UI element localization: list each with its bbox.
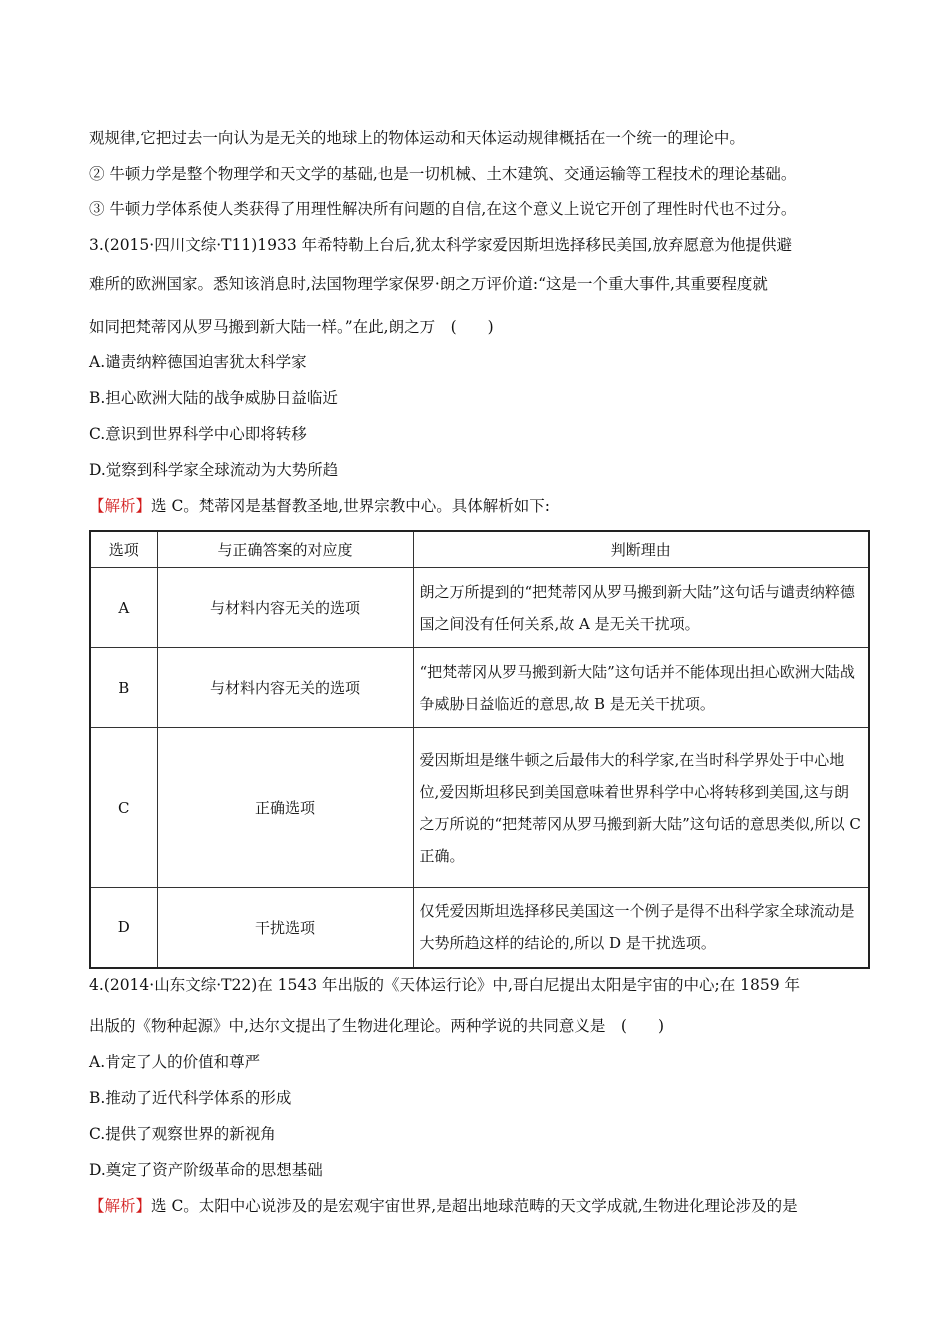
q4-analysis — [89, 1196, 879, 1216]
row-reason: 爱因斯坦是继牛顿之后最伟大的科学家,在当时科学界处于中心地位,爱因斯坦移民到美国意味着世界科学中心将转移到美国,这与朗之万所说的“把梵蒂冈从罗马搬到新大陆”这句话的意思类似,所以 C 正确。 — [413, 728, 869, 888]
row-correspondence: 正确选项 — [157, 728, 413, 888]
q4-option-d: D.奠定了资产阶级革命的思想基础 — [89, 1161, 323, 1179]
row-reason: 仅凭爱因斯坦选择移民美国这一个例子是得不出科学家全球流动是大势所趋这样的结论的,所以 D 是干扰选项。 — [413, 888, 869, 968]
intro-line-3: ③ 牛顿力学体系使人类获得了用理性解决所有问题的自信,在这个意义上说它开创了理性时代也不过分。 — [89, 200, 797, 218]
q3-stem-line-2: 难所的欧洲国家。悉知该消息时,法国物理学家保罗·朗之万评价道:“这是一个重大事件,其重要程度就 — [89, 275, 768, 293]
header-correspondence: 与正确答案的对应度 — [157, 531, 413, 568]
table-row — [90, 728, 869, 888]
q3-stem-line-1: 3.(2015·四川文综·T11)1933 年希特勒上台后,犹太科学家爱因斯坦选择移民美国,放弃愿意为他提供避 — [89, 236, 792, 254]
row-option: D — [90, 888, 157, 968]
q4-option-a: A.肯定了人的价值和尊严 — [89, 1053, 261, 1071]
q3-stem-line-3: 如同把梵蒂冈从罗马搬到新大陆一样。”在此,朗之万 ( ) — [89, 318, 494, 336]
q3-analysis — [89, 496, 879, 516]
q4-option-b: B.推动了近代科学体系的形成 — [89, 1089, 292, 1107]
analysis-tag: 【解析】 — [89, 497, 152, 515]
table-header-row — [90, 531, 869, 568]
row-option: C — [90, 728, 157, 888]
header-reason: 判断理由 — [413, 531, 869, 568]
row-correspondence: 干扰选项 — [157, 888, 413, 968]
analysis-text: 选 C。梵蒂冈是基督教圣地,世界宗教中心。具体解析如下: — [151, 497, 550, 515]
row-reason: “把梵蒂冈从罗马搬到新大陆”这句话并不能体现出担心欧洲大陆战争威胁日益临近的意思,故 B 是无关干扰项。 — [413, 648, 869, 728]
q3-option-d: D.觉察到科学家全球流动为大势所趋 — [89, 461, 339, 479]
q3-option-c: C.意识到世界科学中心即将转移 — [89, 425, 307, 443]
table-row — [90, 568, 869, 648]
table-row — [90, 648, 869, 728]
intro-line-1: 观规律,它把过去一向认为是无关的地球上的物体运动和天体运动规律概括在一个统一的理论中。 — [89, 129, 745, 147]
q4-option-c: C.提供了观察世界的新视角 — [89, 1125, 276, 1143]
row-correspondence: 与材料内容无关的选项 — [157, 648, 413, 728]
row-reason: 朗之万所提到的“把梵蒂冈从罗马搬到新大陆”这句话与谴责纳粹德国之间没有任何关系,故 A 是无关干扰项。 — [413, 568, 869, 648]
row-option: B — [90, 648, 157, 728]
q4-stem-line-1: 4.(2014·山东文综·T22)在 1543 年出版的《天体运行论》中,哥白尼提出太阳是宇宙的中心;在 1859 年 — [89, 976, 800, 994]
row-option: A — [90, 568, 157, 648]
q3-option-b: B.担心欧洲大陆的战争威胁日益临近 — [89, 389, 338, 407]
intro-line-2: ② 牛顿力学是整个物理学和天文学的基础,也是一切机械、土木建筑、交通运输等工程技术的理论基础。 — [89, 165, 797, 183]
q3-option-a: A.谴责纳粹德国迫害犹太科学家 — [89, 353, 307, 371]
table-row — [90, 888, 869, 968]
row-correspondence: 与材料内容无关的选项 — [157, 568, 413, 648]
q4-stem-line-2: 出版的《物种起源》中,达尔文提出了生物进化理论。两种学说的共同意义是 ( ) — [89, 1017, 665, 1035]
header-option: 选项 — [90, 531, 157, 568]
analysis-table — [89, 530, 870, 969]
analysis-tag: 【解析】 — [89, 1197, 152, 1215]
analysis-text: 选 C。太阳中心说涉及的是宏观宇宙世界,是超出地球范畴的天文学成就,生物进化理论涉及的是 — [151, 1197, 798, 1215]
